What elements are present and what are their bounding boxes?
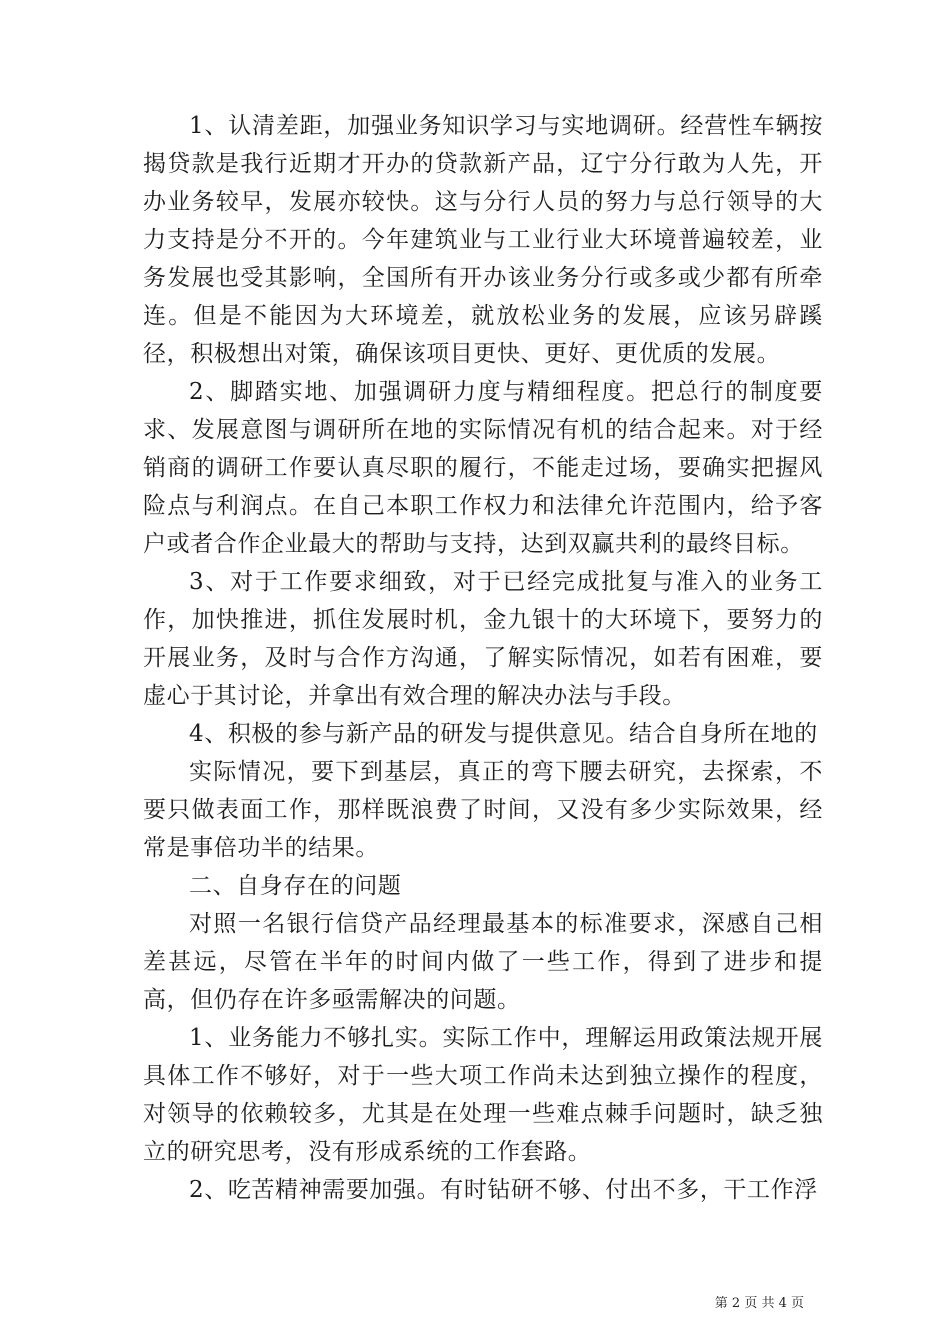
paragraph-item-2: 2、脚踏实地、加强调研力度与精细程度。把总行的制度要求、发展意图与调研所在地的实际情况有机的结合起来。对于经销商的调研工作要认真尽职的履行，不能走过场，要确实把握风险点与利润点。在自己本职工作权力和法律允许范围内，给予客户或者合作企业最大的帮助与支持，达到双赢共利的最终目标。 — [143, 379, 823, 557]
paragraph-problems-intro: 对照一名银行信贷产品经理最基本的标准要求，深感自己相差甚远，尽管在半年的时间内做了一些工作，得到了进步和提高，但仍存在许多亟需解决的问题。 — [143, 911, 823, 1013]
paragraph-item-1: 1、认清差距，加强业务知识学习与实地调研。经营性车辆按揭贷款是我行近期才开办的贷款新产品，辽宁分行敢为人先，开办业务较早，发展亦较快。这与分行人员的努力与总行领导的大力支持是分不开的。今年建筑业与工业行业大环境普遍较差，业务发展也受其影响，全国所有开办该业务分行或多或少都有所牵连。但是不能因为大环境差，就放松业务的发展，应该另辟蹊径，积极想出对策，确保该项目更快、更好、更优质的发展。 — [143, 113, 823, 367]
paragraph-item-4-continued: 实际情况，要下到基层，真正的弯下腰去研究，去探索，不要只做表面工作，那样既浪费了时间，又没有多少实际效果，经常是事倍功半的结果。 — [143, 759, 823, 861]
document-body — [143, 107, 823, 1209]
paragraph-item-4: 4、积极的参与新产品的研发与提供意见。结合自身所在地的 — [189, 721, 818, 747]
paragraph-problem-2: 2、吃苦精神需要加强。有时钻研不够、付出不多，干工作浮 — [189, 1177, 818, 1203]
page-number-footer: 第 2 页 共 4 页 — [714, 1296, 804, 1311]
section-heading-problems: 二、自身存在的问题 — [189, 873, 402, 899]
paragraph-problem-1: 1、业务能力不够扎实。实际工作中，理解运用政策法规开展具体工作不够好，对于一些大项工作尚未达到独立操作的程度，对领导的依赖较多，尤其是在处理一些难点棘手问题时，缺乏独立的研究思考，没有形成系统的工作套路。 — [143, 1025, 823, 1165]
paragraph-item-3: 3、对于工作要求细致，对于已经完成批复与准入的业务工作，加快推进，抓住发展时机，金九银十的大环境下，要努力的开展业务，及时与合作方沟通，了解实际情况，如若有困难，要虚心于其讨论，并拿出有效合理的解决办法与手段。 — [143, 569, 823, 709]
